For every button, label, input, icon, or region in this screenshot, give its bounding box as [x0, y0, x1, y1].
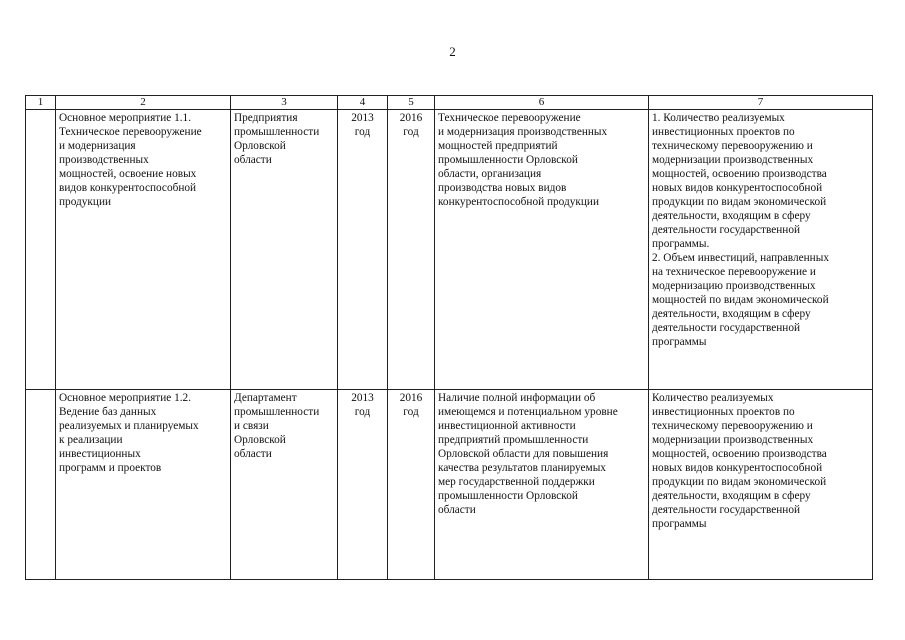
- cell-text-line: мер государственной поддержки: [438, 476, 595, 488]
- cell-text-line: техническому перевооружению и: [652, 140, 813, 152]
- cell-text-line: деятельности, входящим в сферу: [652, 308, 811, 320]
- start-year-cell: [338, 110, 388, 390]
- cell-text-line: Орловской: [234, 434, 286, 446]
- cell-text-line: новых видов конкурентоспособной: [652, 462, 823, 474]
- cell-text-line: модернизации производственных: [652, 434, 814, 446]
- cell-text-line: промышленности: [234, 126, 320, 138]
- cell-text-line: конкурентоспособной продукции: [438, 196, 600, 208]
- start-year: 2013: [351, 392, 374, 404]
- column-number: 7: [649, 96, 873, 110]
- measure-cell: [56, 390, 231, 580]
- cell-text-line: мощностей, освоение новых: [59, 168, 197, 180]
- column-number-row: [26, 96, 873, 110]
- cell-text-line: Департамент: [234, 392, 297, 404]
- table-row: [26, 390, 873, 580]
- cell-text-line: Техническое перевооружение: [59, 126, 202, 138]
- cell-text-line: Орловской: [234, 140, 286, 152]
- cell-text-line: области, организация: [438, 168, 542, 180]
- end-year-cell: [388, 390, 435, 580]
- cell-text-line: производства новых видов: [438, 182, 567, 194]
- column-number: 2: [56, 96, 231, 110]
- cell-text-line: промышленности Орловской: [438, 490, 578, 502]
- expected-result-cell: [435, 390, 649, 580]
- end-year-unit: год: [403, 126, 419, 138]
- cell-text-line: реализуемых и планируемых: [59, 420, 199, 432]
- cell-text-line: модернизации производственных: [652, 154, 814, 166]
- end-year: 2016: [399, 112, 423, 124]
- column-number: 4: [338, 96, 388, 110]
- cell-text-line: предприятий промышленности: [438, 434, 589, 446]
- cell-text-line: программы: [652, 518, 707, 530]
- cell-text-line: деятельности государственной: [652, 322, 801, 334]
- cell-text-line: области: [438, 504, 476, 516]
- cell-text-line: программы: [652, 336, 707, 348]
- cell-text-line: Орловской области для повышения: [438, 448, 609, 460]
- cell-text-line: продукции по видам экономической: [652, 196, 827, 208]
- cell-text-line: и модернизация: [59, 140, 136, 152]
- cell-text-line: деятельности, входящим в сферу: [652, 210, 811, 222]
- end-year-cell: [388, 110, 435, 390]
- executor-cell: [231, 110, 338, 390]
- cell-text-line: программы.: [652, 238, 710, 250]
- cell-text-line: Количество реализуемых: [652, 392, 774, 404]
- cell-text-line: Основное мероприятие 1.2.: [59, 392, 192, 404]
- start-year-unit: год: [354, 126, 371, 138]
- cell-text-line: Ведение баз данных: [59, 406, 157, 418]
- cell-text-line: качества результатов планируемых: [438, 462, 606, 474]
- cell-text-line: продукции по видам экономической: [652, 476, 827, 488]
- column-number: 5: [388, 96, 435, 110]
- cell-text-line: 1. Количество реализуемых: [652, 112, 785, 124]
- cell-text-line: инвестиционных: [59, 448, 141, 460]
- cell-text-line: области: [234, 154, 272, 166]
- end-year-unit: год: [403, 406, 419, 418]
- cell-text-line: к реализации: [59, 434, 123, 446]
- row-number-cell: [26, 390, 56, 580]
- table-row: [26, 110, 873, 390]
- cell-text-line: Основное мероприятие 1.1.: [59, 112, 192, 124]
- row-number-cell: [26, 110, 56, 390]
- program-measures-table: [25, 95, 873, 580]
- cell-text-line: 2. Объем инвестиций, направленных: [652, 252, 829, 264]
- cell-text-line: на техническое перевооружение и: [652, 266, 816, 278]
- page-number: 2: [449, 44, 456, 59]
- cell-text-line: деятельности государственной: [652, 224, 801, 236]
- cell-text-line: Техническое перевооружение: [438, 112, 581, 124]
- executor-cell: [231, 390, 338, 580]
- cell-text-line: производственных: [59, 154, 149, 166]
- cell-text-line: программ и проектов: [59, 462, 162, 474]
- cell-text-line: промышленности: [234, 406, 320, 418]
- cell-text-line: мощностей по видам экономической: [652, 294, 829, 306]
- cell-text-line: техническому перевооружению и: [652, 420, 813, 432]
- cell-text-line: области: [234, 448, 272, 460]
- cell-text-line: промышленности Орловской: [438, 154, 578, 166]
- start-year: 2013: [351, 112, 374, 124]
- indicator-cell: [649, 110, 873, 390]
- cell-text-line: продукции: [59, 196, 112, 208]
- cell-text-line: и модернизация производственных: [438, 126, 608, 138]
- cell-text-line: Предприятия: [234, 112, 298, 124]
- cell-text-line: мощностей предприятий: [438, 140, 558, 152]
- measure-cell: [56, 110, 231, 390]
- column-number: 6: [435, 96, 649, 110]
- column-number: 3: [231, 96, 338, 110]
- cell-text-line: и связи: [234, 420, 269, 432]
- cell-text-line: мощностей, освоению производства: [652, 448, 827, 460]
- cell-text-line: видов конкурентоспособной: [59, 182, 197, 194]
- cell-text-line: Наличие полной информации об: [438, 392, 596, 404]
- cell-text-line: новых видов конкурентоспособной: [652, 182, 823, 194]
- expected-result-cell: [435, 110, 649, 390]
- end-year: 2016: [399, 392, 423, 404]
- cell-text-line: инвестиционных проектов по: [652, 406, 795, 418]
- indicator-cell: [649, 390, 873, 580]
- cell-text-line: деятельности государственной: [652, 504, 801, 516]
- cell-text-line: модернизацию производственных: [652, 280, 816, 292]
- start-year-cell: [338, 390, 388, 580]
- cell-text-line: мощностей, освоению производства: [652, 168, 827, 180]
- cell-text-line: инвестиционной активности: [438, 420, 576, 432]
- cell-text-line: инвестиционных проектов по: [652, 126, 795, 138]
- cell-text-line: имеющемся и потенциальном уровне: [438, 406, 618, 418]
- cell-text-line: деятельности, входящим в сферу: [652, 490, 811, 502]
- start-year-unit: год: [354, 406, 371, 418]
- column-number: 1: [26, 96, 56, 110]
